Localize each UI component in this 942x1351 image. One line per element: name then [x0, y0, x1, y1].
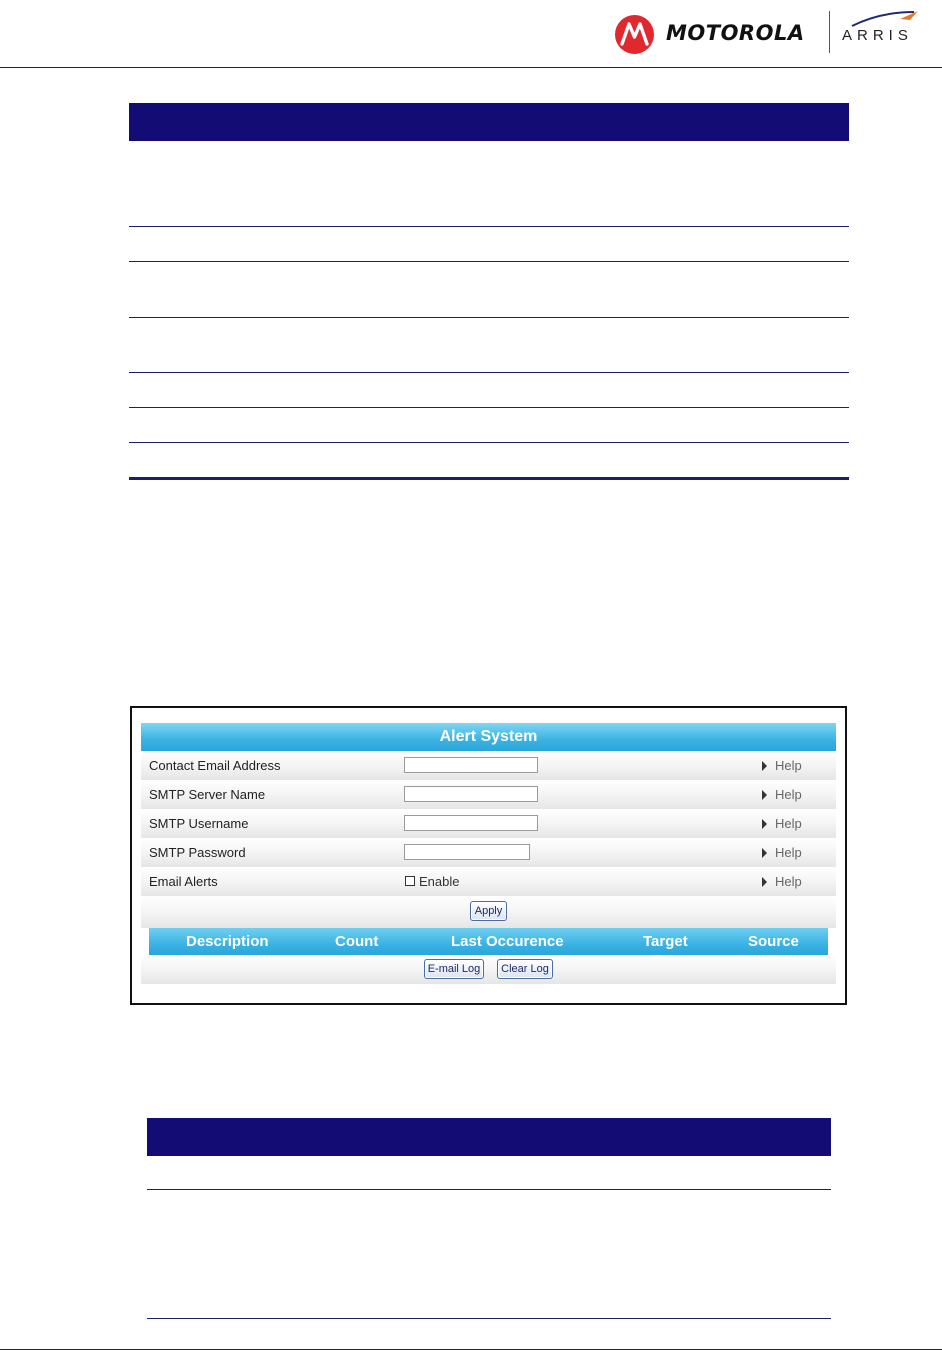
field-label: Email Alerts [149, 874, 218, 889]
smtp-username-row [141, 809, 836, 838]
email-log-button[interactable]: E-mail Log [424, 959, 484, 979]
table-row [129, 262, 849, 318]
clear-log-button[interactable]: Clear Log [497, 959, 553, 979]
column-header: Source [748, 933, 799, 950]
table-row [129, 408, 849, 443]
log-table-header [149, 928, 828, 955]
help-link[interactable]: Help [762, 874, 802, 889]
arrow-right-icon [762, 848, 767, 858]
arrow-right-icon [762, 761, 767, 771]
footer-rule [0, 1349, 942, 1350]
email-alerts-row [141, 867, 836, 896]
table-row [147, 1156, 831, 1190]
table-header [129, 103, 849, 141]
checkbox-label[interactable]: Enable [419, 874, 460, 889]
column-header: Count [335, 933, 379, 950]
page-header [0, 0, 942, 68]
field-label: SMTP Password [149, 845, 246, 860]
table-row [129, 141, 849, 227]
partner-name: ARRIS [842, 27, 913, 44]
table-row [129, 318, 849, 373]
arrow-right-icon [762, 877, 767, 887]
column-header: Description [186, 933, 269, 950]
table-row [129, 227, 849, 262]
motorola-logo-icon [615, 15, 654, 54]
table-row [147, 1190, 831, 1319]
enable-alerts-checkbox[interactable] [405, 876, 415, 886]
help-link[interactable]: Help [762, 758, 802, 773]
apply-row [141, 896, 836, 928]
table-row [129, 443, 849, 480]
smtp-password-input[interactable] [404, 844, 530, 860]
log-actions-row [141, 955, 836, 984]
logo-divider [829, 11, 830, 53]
help-link[interactable]: Help [762, 816, 802, 831]
smtp-password-row [141, 838, 836, 867]
contact-email-row [141, 751, 836, 780]
contact-email-input[interactable] [404, 757, 538, 773]
arrow-right-icon [762, 790, 767, 800]
smtp-server-input[interactable] [404, 786, 538, 802]
arrow-right-icon [762, 819, 767, 829]
help-link[interactable]: Help [762, 845, 802, 860]
column-header: Target [643, 933, 688, 950]
smtp-username-input[interactable] [404, 815, 538, 831]
alert-system-screenshot [130, 706, 847, 1005]
table-row [129, 373, 849, 408]
smtp-server-row [141, 780, 836, 809]
panel-title: Alert System [141, 723, 836, 751]
table-header [147, 1118, 831, 1156]
arris-swoosh-icon [850, 8, 922, 28]
field-label: Contact Email Address [149, 758, 281, 773]
apply-button[interactable]: Apply [470, 901, 507, 921]
brand-name: MOTOROLA [666, 21, 805, 45]
top-table [129, 103, 849, 480]
help-link[interactable]: Help [762, 787, 802, 802]
bottom-table [147, 1118, 831, 1319]
column-header: Last Occurence [451, 933, 564, 950]
field-label: SMTP Server Name [149, 787, 266, 802]
field-label: SMTP Username [149, 816, 249, 831]
